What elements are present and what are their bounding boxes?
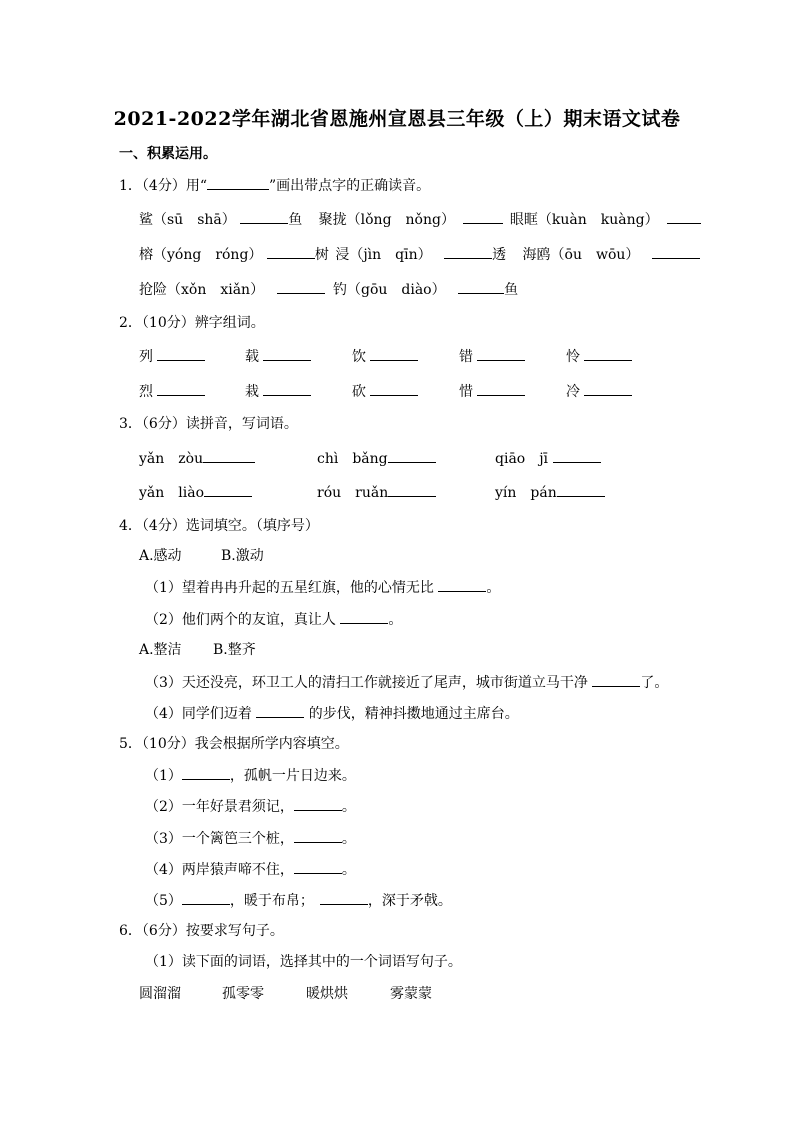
answer-blank[interactable] <box>557 482 605 497</box>
answer-blank[interactable] <box>294 828 342 843</box>
q4-sentence-2: （2）他们两个的友谊，真让人 。 <box>145 609 402 630</box>
answer-blank[interactable] <box>477 346 525 361</box>
pinyin-choice: 鲨（sū shā） <box>139 212 236 228</box>
answer-blank[interactable] <box>240 209 288 224</box>
answer-blank[interactable] <box>584 381 632 396</box>
word-option: 雾蒙蒙 <box>390 986 432 1002</box>
q1-row-2 <box>139 244 700 265</box>
page-title: 2021-2022学年湖北省恩施州宣恩县三年级（上）期末语文试卷 <box>113 108 681 130</box>
pinyin-item: yǎn liào <box>139 482 252 503</box>
pinyin-choice: 海鸥（ōu wōu） <box>522 247 640 263</box>
pinyin-item: róu ruǎn <box>317 482 436 503</box>
answer-blank[interactable] <box>463 209 503 224</box>
question-1-prompt <box>119 175 430 196</box>
answer-blank[interactable] <box>592 672 640 687</box>
pinyin-choice: 榕（yóng róng） <box>139 247 263 263</box>
question-5-prompt: 5．（10分）我会根据所学内容填空。 <box>119 736 349 752</box>
question-6-prompt: 6．（6分）按要求写句子。 <box>119 923 284 939</box>
answer-blank[interactable] <box>444 244 492 259</box>
answer-blank[interactable] <box>263 381 311 396</box>
answer-blank[interactable] <box>294 796 342 811</box>
answer-blank[interactable] <box>263 346 311 361</box>
pinyin-item: yín pán <box>495 482 605 503</box>
answer-blank[interactable] <box>340 609 388 624</box>
word-option: 圆溜溜 <box>139 986 181 1002</box>
char-item: 载 <box>245 346 311 367</box>
answer-blank[interactable] <box>458 279 504 294</box>
q1-row-1 <box>139 209 701 230</box>
answer-blank[interactable] <box>207 175 269 190</box>
answer-blank[interactable] <box>267 244 315 259</box>
answer-blank[interactable] <box>204 482 252 497</box>
answer-blank[interactable] <box>256 703 304 718</box>
prompt-text: 1．（4分）用“ <box>119 178 207 194</box>
answer-blank[interactable] <box>157 346 205 361</box>
answer-blank[interactable] <box>157 381 205 396</box>
word-suffix: 树 <box>314 247 329 263</box>
answer-blank[interactable] <box>584 346 632 361</box>
pinyin-item: chì bǎng <box>317 448 436 469</box>
pinyin-choice: 抢险（xǒn xiǎn） <box>139 282 265 298</box>
answer-blank[interactable] <box>667 209 701 224</box>
pinyin-item: qiāo jī <box>495 448 601 469</box>
answer-blank[interactable] <box>294 859 342 874</box>
answer-blank[interactable] <box>553 448 601 463</box>
char-item: 饮 <box>352 346 418 367</box>
q6-instruction: （1）读下面的词语，选择其中的一个词语写句子。 <box>145 954 462 970</box>
question-4-prompt: 4．（4分）选词填空。（填序号） <box>119 518 319 534</box>
answer-blank[interactable] <box>203 448 255 463</box>
word-option: 暖烘烘 <box>306 986 348 1002</box>
char-item: 惜 <box>459 381 525 402</box>
answer-blank[interactable] <box>477 381 525 396</box>
word-suffix: 鱼 <box>504 282 519 298</box>
word-suffix: 鱼 <box>288 212 303 228</box>
answer-blank[interactable] <box>388 482 436 497</box>
answer-blank[interactable] <box>652 244 700 259</box>
answer-blank[interactable] <box>388 448 436 463</box>
option-b: B.激动 <box>221 548 264 564</box>
q4-sentence-3: （3）天还没亮，环卫工人的清扫工作就接近了尾声，城市街道立马干净 了。 <box>145 672 668 693</box>
pinyin-item: yǎn zòu <box>139 448 255 469</box>
answer-blank[interactable] <box>320 890 368 905</box>
question-3-prompt: 3．（6分）读拼音，写词语。 <box>119 416 298 432</box>
answer-blank[interactable] <box>370 381 418 396</box>
answer-blank[interactable] <box>182 890 230 905</box>
q4-sentence-1: （1）望着冉冉升起的五星红旗，他的心情无比 。 <box>145 577 500 598</box>
q4-sentence-4: （4）同学们迈着 的步伐，精神抖擞地通过主席台。 <box>145 703 519 724</box>
option-a: A.感动 <box>139 548 182 564</box>
answer-blank[interactable] <box>277 279 325 294</box>
word-suffix: 透 <box>492 247 507 263</box>
answer-blank[interactable] <box>370 346 418 361</box>
char-item: 列 <box>139 346 205 367</box>
pinyin-choice: 聚拢（lǒng nǒng） <box>318 212 455 228</box>
word-option: 孤零零 <box>222 986 264 1002</box>
char-item: 烈 <box>139 381 205 402</box>
q5-line-5: （5） ，暖于布帛； ，深于矛戟。 <box>145 890 452 911</box>
pinyin-choice: 浸（jìn qīn） <box>335 247 432 263</box>
q5-line-2: （2）一年好景君须记， 。 <box>145 796 356 817</box>
option-b: B.整齐 <box>213 642 256 658</box>
pinyin-choice: 眼眶（kuàn kuàng） <box>509 212 659 228</box>
q5-line-3: （3）一个篱笆三个桩， 。 <box>145 828 356 849</box>
question-2-prompt: 2．（10分）辨字组词。 <box>119 315 265 331</box>
answer-blank[interactable] <box>438 577 486 592</box>
char-item: 冷 <box>566 381 632 402</box>
option-a: A.整洁 <box>139 642 182 658</box>
char-item: 砍 <box>352 381 418 402</box>
char-item: 错 <box>459 346 525 367</box>
q5-line-1: （1） ，孤帆一片日边来。 <box>145 765 356 786</box>
q1-row-3 <box>139 279 518 300</box>
q5-line-4: （4）两岸猿声啼不住， 。 <box>145 859 356 880</box>
section-heading: 一、积累运用。 <box>119 146 217 162</box>
char-item: 怜 <box>566 346 632 367</box>
char-item: 栽 <box>245 381 311 402</box>
pinyin-choice: 钓（gōu diào） <box>332 282 446 298</box>
prompt-text: ”画出带点字的正确读音。 <box>268 178 431 194</box>
answer-blank[interactable] <box>182 765 230 780</box>
